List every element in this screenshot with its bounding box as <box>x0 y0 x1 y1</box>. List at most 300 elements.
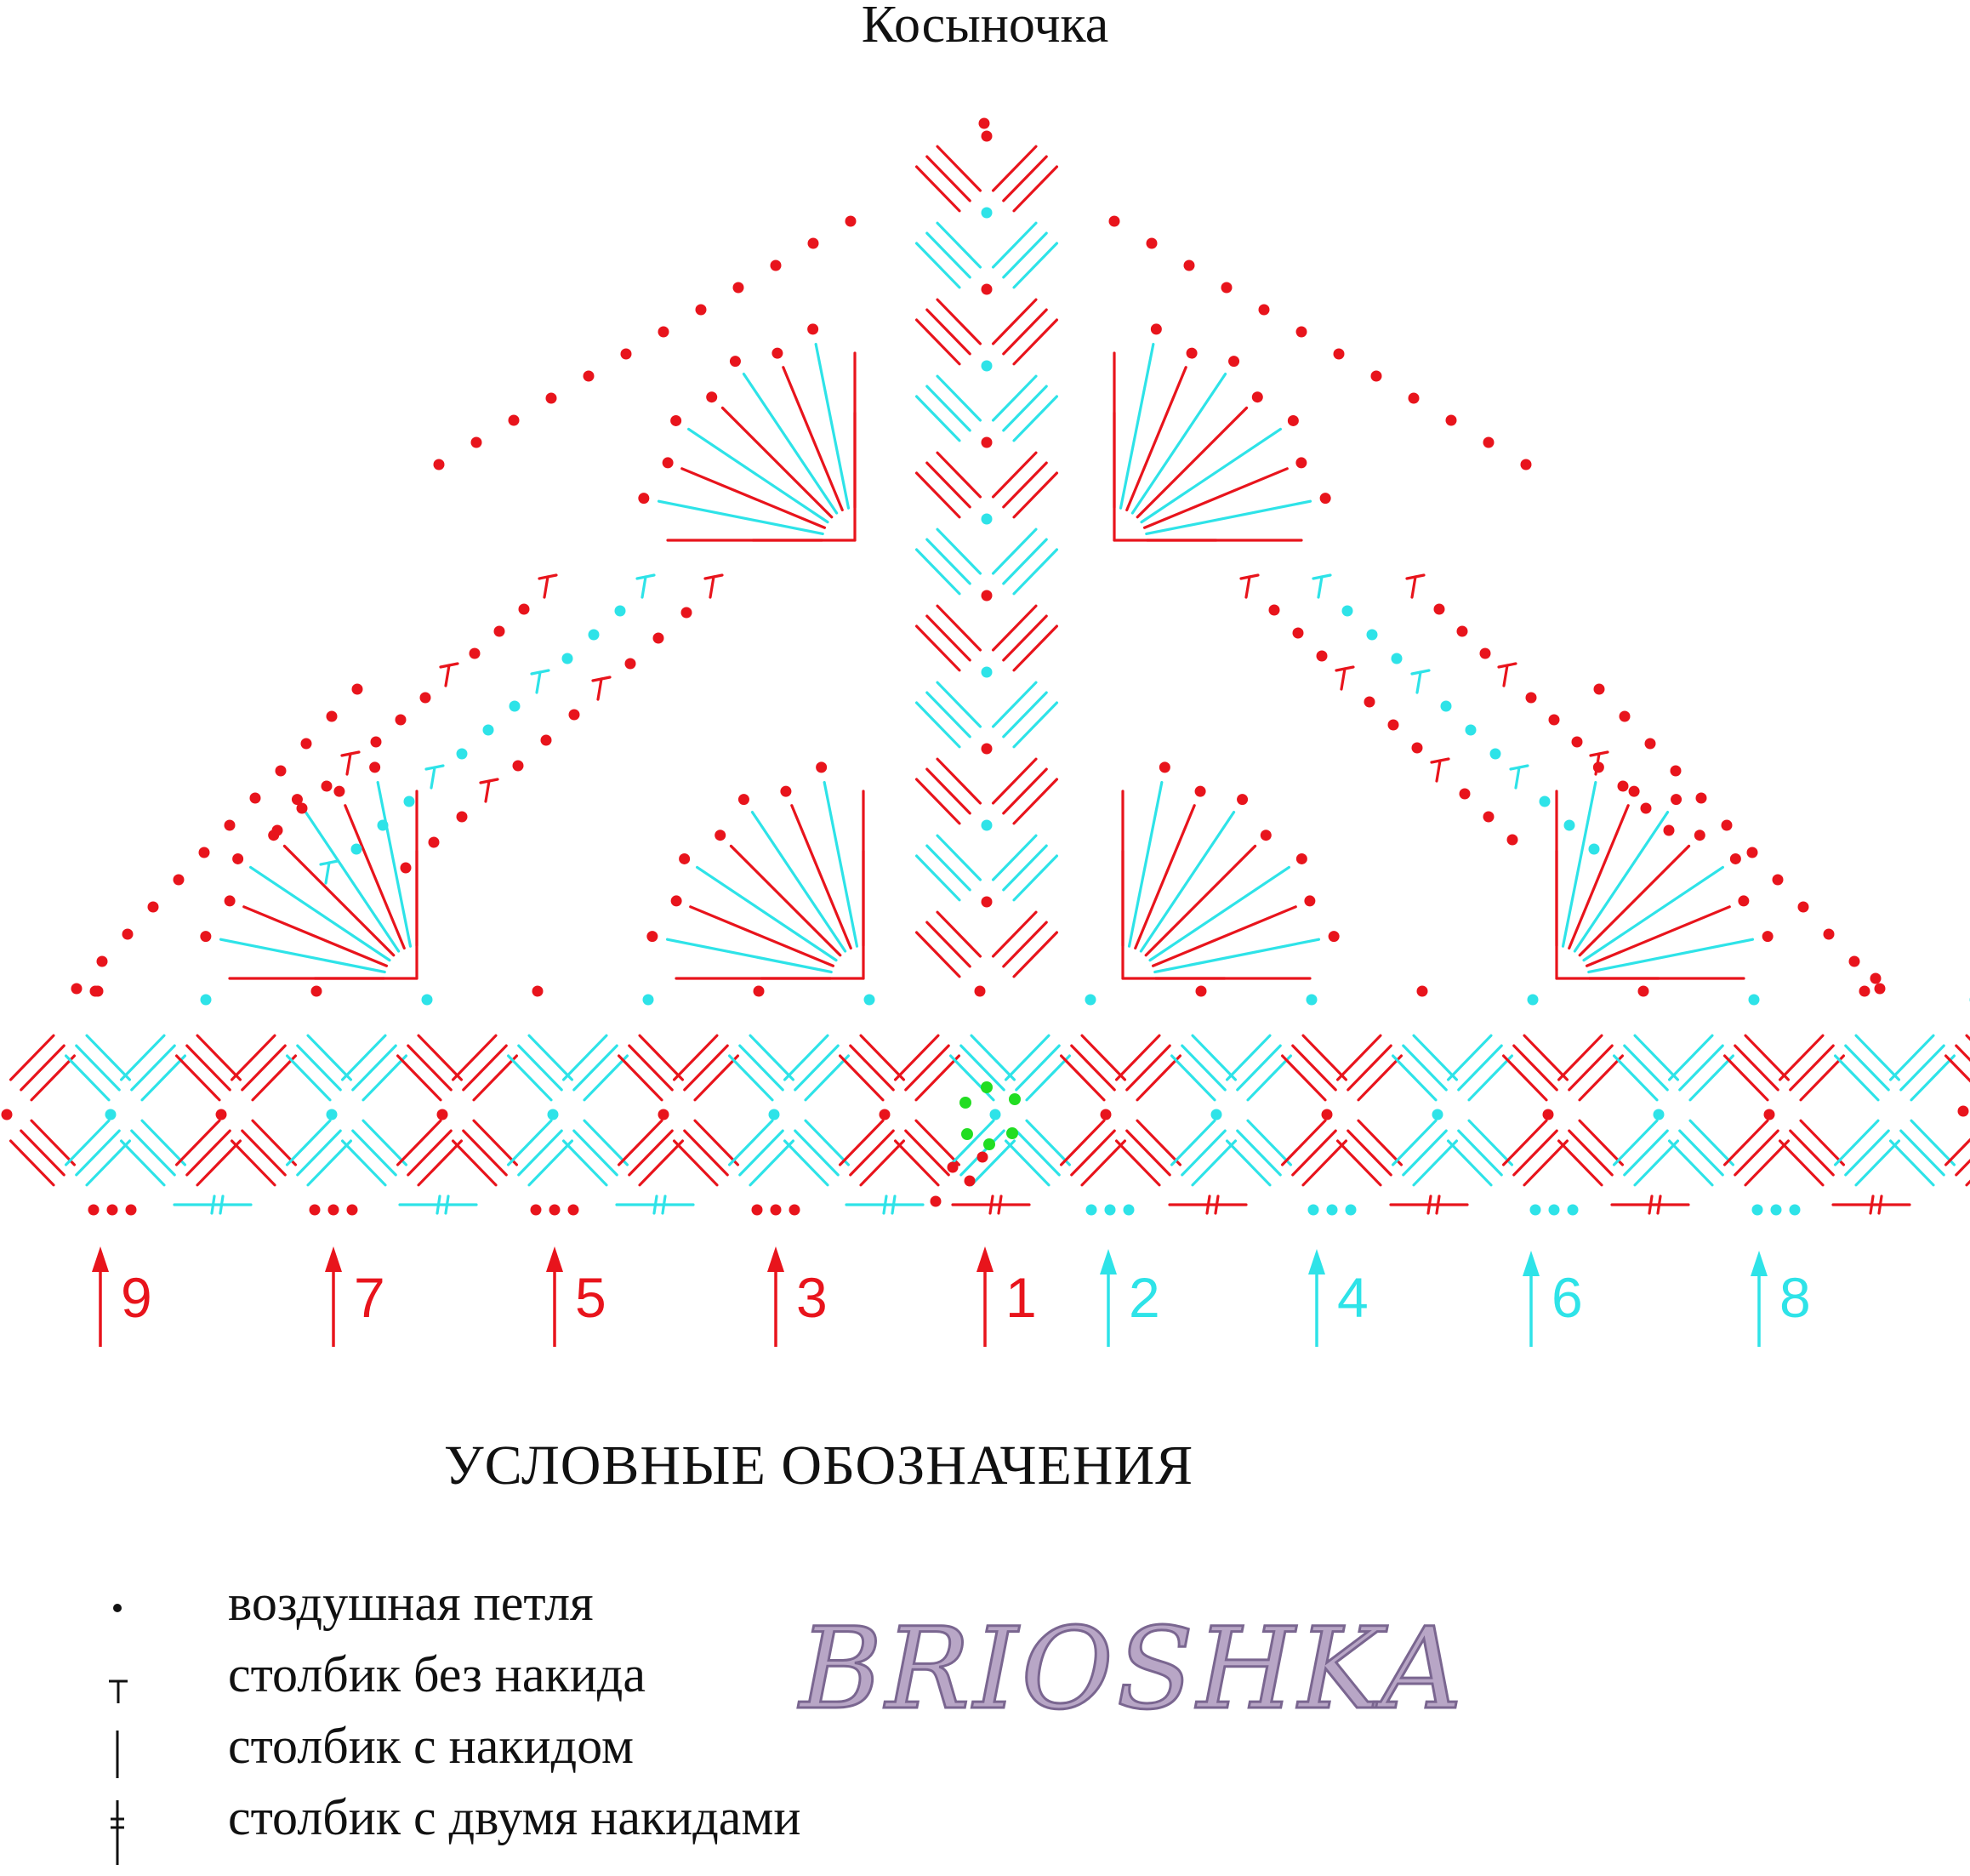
double-crochet-stitch <box>695 1120 737 1165</box>
chain-stitch <box>982 131 993 142</box>
chain-stitch <box>347 1205 358 1216</box>
double-crochet-stitch <box>994 912 1036 956</box>
double-crochet-stitch <box>1901 1046 1944 1090</box>
row-number-label: 1 <box>1005 1266 1037 1329</box>
double-crochet-stitch <box>298 1046 340 1090</box>
double-crochet-stitch <box>21 1046 64 1090</box>
chain-stitch <box>1654 1109 1665 1120</box>
double-crochet-stitch <box>1072 1046 1114 1090</box>
chain-stitch <box>1696 793 1707 804</box>
double-crochet-stitch <box>916 1056 959 1100</box>
chain-stitch <box>1526 693 1537 704</box>
double-crochet-stitch <box>695 1056 737 1100</box>
treble-crochet-stitch <box>1216 1196 1218 1213</box>
double-crochet-stitch <box>1227 1141 1270 1185</box>
double-crochet-stitch <box>1735 1131 1778 1175</box>
double-crochet-stitch <box>519 1131 561 1175</box>
double-crochet-stitch <box>1006 1141 1049 1185</box>
row-arrow-icon <box>1751 1251 1768 1276</box>
chain-stitch <box>1572 737 1583 748</box>
double-crochet-stitch <box>1014 167 1056 211</box>
double-crochet-stitch <box>509 1056 551 1100</box>
row-number-label: 8 <box>1779 1266 1811 1329</box>
single-crochet-stitch <box>1318 577 1322 597</box>
chain-stitch <box>1664 825 1675 836</box>
chain-stitch <box>771 1205 782 1216</box>
chain-stitch <box>2 1109 13 1120</box>
double-crochet-stitch <box>1004 922 1046 967</box>
chain-stitch <box>1346 1205 1357 1216</box>
double-crochet-stitch <box>1006 1035 1049 1080</box>
chain-stitch <box>982 667 993 678</box>
double-crochet-stitch <box>1004 310 1046 354</box>
double-crochet-stitch <box>740 1046 783 1090</box>
chain-stitch <box>396 715 407 726</box>
chain-stitch <box>1293 628 1304 639</box>
double-crochet-stitch <box>1016 1046 1059 1090</box>
chain-stitch <box>1543 1109 1554 1120</box>
chain-stitch <box>1259 305 1270 316</box>
chain-stitch <box>789 1205 800 1216</box>
chain-stitch <box>232 853 243 864</box>
chain-stitch <box>1187 348 1198 359</box>
chain-stitch <box>769 1109 780 1120</box>
double-crochet-stitch <box>1014 703 1056 747</box>
double-crochet-stitch <box>31 1120 74 1165</box>
double-crochet-stitch <box>1780 1035 1823 1080</box>
row-arrow-icon <box>767 1246 784 1272</box>
single-crochet-stitch <box>598 679 601 699</box>
double-crochet-stitch <box>896 1035 938 1080</box>
double-crochet-stitch <box>685 1131 727 1175</box>
chain-stitch <box>531 1205 542 1216</box>
chain-stitch <box>771 348 783 359</box>
chain-stitch <box>730 356 741 367</box>
chain-stitch <box>1342 606 1353 617</box>
chain-stitch <box>1086 1205 1097 1216</box>
double-crochet-stitch <box>851 1046 893 1090</box>
chain-stitch <box>422 995 433 1006</box>
chain-stitch <box>982 820 993 831</box>
chain-stitch <box>93 986 104 997</box>
double-crochet-stitch <box>994 682 1036 727</box>
double-crochet-stitch <box>730 1120 772 1165</box>
double-crochet-stitch <box>840 1056 883 1100</box>
double-crochet-stitch <box>87 1141 129 1185</box>
double-crochet-stitch <box>861 1035 903 1080</box>
row-arrow-icon <box>1523 1251 1540 1276</box>
chain-stitch <box>327 1109 338 1120</box>
chain-stitch <box>1749 995 1760 1006</box>
chain-stitch <box>1762 931 1774 942</box>
double-crochet-stitch <box>951 1056 994 1100</box>
chain-stitch <box>1849 956 1860 967</box>
double-crochet-stitch <box>1193 1035 1235 1080</box>
double-crochet-stitch <box>1459 1046 1501 1090</box>
double-crochet-stitch <box>1016 1131 1059 1175</box>
legend-title: УСЛОВНЫЕ ОБОЗНАЧЕНИЯ <box>443 1434 1194 1497</box>
row-number-label: 2 <box>1129 1266 1160 1329</box>
row-number-label: 7 <box>354 1266 385 1329</box>
chain-stitch <box>1295 457 1307 468</box>
double-crochet-stitch <box>1072 1131 1114 1175</box>
chain-stitch <box>404 796 415 807</box>
chain-stitch <box>1540 796 1551 807</box>
treble-crochet-stitch <box>212 1196 214 1213</box>
chain-stitch <box>1752 1205 1763 1216</box>
chain-stitch <box>1620 711 1631 722</box>
double-crochet-stitch <box>353 1046 396 1090</box>
double-crochet-stitch <box>917 396 959 441</box>
double-crochet-stitch <box>177 1120 219 1165</box>
chain-stitch <box>1388 720 1399 731</box>
double-crochet-stitch <box>806 1120 848 1165</box>
double-crochet-stitch <box>1801 1120 1843 1165</box>
double-crochet-stitch <box>896 1141 938 1185</box>
chain-stitch <box>1528 995 1539 1006</box>
treble-crochet-stitch <box>1428 1196 1431 1213</box>
chain-stitch <box>1441 701 1452 712</box>
double-crochet-stitch <box>629 1131 672 1175</box>
row-arrow-icon <box>976 1246 994 1272</box>
chain-stitch <box>1329 931 1340 942</box>
double-crochet-stitch <box>937 146 980 191</box>
double-crochet-stitch <box>21 1131 64 1175</box>
double-crochet-stitch <box>927 769 970 813</box>
chain-stitch <box>420 693 431 704</box>
double-crochet-stitch <box>1680 1131 1722 1175</box>
double-crochet-stitch <box>1027 1056 1069 1100</box>
chain-stitch <box>105 1109 117 1120</box>
double-crochet-stitch <box>1238 1131 1280 1175</box>
double-crochet-stitch <box>408 1046 451 1090</box>
single-crochet-stitch <box>1437 761 1440 781</box>
double-crochet-stitch <box>917 703 959 747</box>
double-crochet-stitch <box>795 1131 838 1175</box>
double-crochet-stitch <box>574 1046 617 1090</box>
double-crochet-stitch <box>1014 932 1056 977</box>
treble-crochet-stitch <box>220 1196 223 1213</box>
chain-stitch <box>494 626 505 637</box>
chain-stitch <box>982 514 993 525</box>
double-crochet-stitch <box>253 1056 295 1100</box>
double-crochet-stitch <box>66 1056 109 1100</box>
chain-stitch <box>369 761 380 773</box>
double-crochet-stitch <box>937 529 980 573</box>
double-crochet-stitch <box>1891 1141 1933 1185</box>
double-crochet-stitch <box>343 1035 385 1080</box>
chain-stitch <box>1409 393 1420 404</box>
double-crochet-stitch <box>629 1046 672 1090</box>
chain-stitch <box>584 371 595 382</box>
double-crochet-stitch <box>994 223 1036 267</box>
double-crochet-stitch <box>1856 1141 1899 1185</box>
double-crochet-stitch <box>937 453 980 497</box>
double-crochet-stitch <box>1690 1120 1733 1165</box>
row-arrow-icon <box>1308 1249 1325 1274</box>
chain-stitch <box>1875 984 1886 995</box>
chain-stitch <box>1101 1109 1112 1120</box>
chart-title: Косыночка <box>861 0 1109 54</box>
double-crochet-stitch <box>363 1056 406 1100</box>
double-crochet-stitch <box>1745 1141 1788 1185</box>
chain-stitch <box>738 794 749 805</box>
double-crochet-stitch <box>1014 320 1056 364</box>
double-crochet-stitch <box>1014 473 1056 517</box>
chain-stitch <box>216 1109 227 1120</box>
chain-stitch <box>1549 1205 1560 1216</box>
single-crochet-stitch <box>537 672 540 693</box>
chain-stitch <box>982 284 993 295</box>
chain-stitch <box>931 1196 942 1207</box>
chain-stitch <box>643 995 654 1006</box>
chain-stitch <box>510 701 521 712</box>
start-ring-stitch <box>983 1138 995 1150</box>
double-crochet-stitch <box>1670 1035 1712 1080</box>
chain-stitch <box>174 875 185 886</box>
double-crochet-stitch <box>1891 1035 1933 1080</box>
chain-stitch <box>1722 820 1733 831</box>
chain-stitch <box>1296 853 1307 864</box>
double-crochet-stitch <box>1580 1120 1622 1165</box>
start-ring-stitch <box>1009 1093 1021 1105</box>
chain-stitch <box>696 305 707 316</box>
chain-stitch <box>1237 794 1248 805</box>
double-crochet-stitch <box>937 299 980 344</box>
single-crochet-stitch <box>1412 577 1415 597</box>
chain-stitch <box>509 415 520 426</box>
chain-stitch <box>568 1205 579 1216</box>
double-crochet-stitch <box>1014 550 1056 594</box>
double-crochet-stitch <box>408 1131 451 1175</box>
chain-stitch <box>807 323 818 334</box>
double-crochet-stitch <box>1248 1056 1290 1100</box>
chain-stitch <box>1773 875 1784 886</box>
single-crochet-stitch <box>1417 672 1421 693</box>
double-crochet-stitch <box>177 1056 219 1100</box>
single-crochet-stitch <box>347 754 350 774</box>
double-crochet-stitch <box>1524 1035 1567 1080</box>
row-number-label: 5 <box>575 1266 606 1329</box>
double-crochet-stitch <box>917 626 959 670</box>
chain-stitch <box>225 895 236 906</box>
treble-crochet-stitch <box>884 1196 886 1213</box>
chain-stitch <box>483 725 494 736</box>
double-crochet-stitch <box>1127 1046 1170 1090</box>
double-crochet-stitch <box>1670 1141 1712 1185</box>
chain-stitch <box>1730 853 1741 864</box>
double-crochet-stitch <box>971 1035 1014 1080</box>
double-crochet-stitch <box>418 1035 461 1080</box>
chain-stitch <box>1296 327 1307 338</box>
double-crochet-stitch <box>66 1120 109 1165</box>
double-crochet-stitch <box>1614 1056 1657 1100</box>
double-crochet-stitch <box>1172 1120 1215 1165</box>
double-crochet-stitch <box>1004 386 1046 431</box>
double-crochet-stitch <box>418 1141 461 1185</box>
chain-stitch <box>71 984 83 995</box>
chain-stitch <box>1288 415 1299 426</box>
double-crochet-stitch <box>1791 1131 1833 1175</box>
single-crochet-stitch <box>431 767 435 788</box>
double-crochet-stitch <box>994 835 1036 880</box>
double-crochet-stitch <box>1027 1120 1069 1165</box>
double-crochet-stitch <box>917 320 959 364</box>
chain-stitch <box>771 260 782 271</box>
treble-crochet-stitch <box>999 1196 1001 1213</box>
double-crochet-stitch <box>242 1131 285 1175</box>
single-crochet-stitch <box>446 665 449 686</box>
chain-stitch <box>297 803 308 814</box>
chain-stitch <box>541 735 552 746</box>
chain-stitch <box>352 684 363 695</box>
double-crochet-stitch <box>343 1141 385 1185</box>
double-crochet-stitch <box>1238 1046 1280 1090</box>
double-crochet-stitch <box>917 167 959 211</box>
chain-stitch <box>1589 844 1600 855</box>
double-crochet-stitch <box>1911 1120 1954 1165</box>
double-crochet-stitch <box>142 1120 185 1165</box>
chain-stitch <box>1228 356 1239 367</box>
chain-stitch <box>122 929 134 940</box>
double-crochet-stitch <box>464 1046 506 1090</box>
double-crochet-stitch <box>1014 396 1056 441</box>
double-crochet-stitch <box>1004 157 1046 201</box>
double-crochet-stitch <box>564 1141 606 1185</box>
chain-stitch <box>1320 493 1331 504</box>
chain-stitch <box>1124 1205 1135 1216</box>
chain-stitch <box>670 415 681 426</box>
double-crochet-stitch <box>1403 1046 1446 1090</box>
start-ring-stitch <box>959 1097 971 1109</box>
double-crochet-stitch <box>298 1131 340 1175</box>
treble-crochet-stitch <box>654 1196 657 1213</box>
double-crochet-stitch <box>927 846 970 890</box>
chain-stitch <box>1594 684 1605 695</box>
chain-stitch <box>979 118 990 129</box>
double-crochet-stitch <box>1393 1120 1436 1165</box>
double-crochet-stitch <box>1725 1056 1768 1100</box>
chain-stitch <box>1371 371 1382 382</box>
double-crochet-stitch <box>11 1141 54 1185</box>
treble-crochet-icon <box>85 1788 153 1865</box>
double-crochet-stitch <box>1791 1046 1833 1090</box>
chain-stitch <box>1645 738 1656 750</box>
chain-stitch <box>333 786 344 797</box>
chain-stitch <box>1184 260 1195 271</box>
chain-stitch <box>97 956 108 967</box>
double-crochet-stitch <box>1625 1131 1667 1175</box>
chain-stitch <box>625 659 636 670</box>
double-crochet-stitch <box>142 1056 185 1100</box>
double-crochet-stitch <box>937 682 980 727</box>
double-crochet-stitch <box>906 1046 948 1090</box>
chain-stitch <box>1490 749 1501 760</box>
chain-stitch <box>752 1205 763 1216</box>
double-crochet-icon <box>85 1717 153 1793</box>
double-crochet-stitch <box>1836 1056 1878 1100</box>
chain-stitch <box>1870 973 1882 984</box>
double-crochet-stitch <box>1625 1046 1667 1090</box>
double-crochet-stitch <box>584 1056 627 1100</box>
double-crochet-stitch <box>232 1035 275 1080</box>
single-crochet-stitch <box>1341 669 1345 689</box>
chain-stitch <box>679 853 690 864</box>
chain-stitch <box>1466 725 1477 736</box>
double-crochet-stitch <box>1248 1120 1290 1165</box>
double-crochet-stitch <box>1062 1056 1104 1100</box>
double-crochet-stitch <box>840 1120 883 1165</box>
double-crochet-stitch <box>187 1131 230 1175</box>
brioshka-watermark: BRIOSHKA <box>800 1604 1466 1735</box>
double-crochet-stitch <box>197 1035 240 1080</box>
double-crochet-stitch <box>640 1035 682 1080</box>
chain-stitch <box>1105 1205 1116 1216</box>
treble-crochet-stitch <box>1649 1196 1652 1213</box>
chain-stitch <box>1147 238 1158 249</box>
chain-stitch <box>982 897 993 908</box>
chain-stitch <box>653 633 664 644</box>
double-crochet-stitch <box>1569 1131 1612 1175</box>
double-crochet-stitch <box>308 1141 350 1185</box>
double-crochet-stitch <box>1469 1120 1512 1165</box>
double-crochet-stitch <box>122 1141 164 1185</box>
chain-stitch <box>1629 786 1640 797</box>
double-crochet-stitch <box>1227 1035 1270 1080</box>
double-crochet-stitch <box>1358 1120 1401 1165</box>
chain-stitch <box>706 391 717 402</box>
chain-stitch <box>1530 1205 1541 1216</box>
double-crochet-stitch <box>917 932 959 977</box>
legend-item-label: столбик с накидом <box>228 1718 634 1774</box>
legend-item-label: столбик с двумя накидами <box>228 1789 801 1845</box>
double-crochet-stitch <box>937 376 980 420</box>
double-crochet-stitch <box>1745 1035 1788 1080</box>
start-ring-stitch <box>1006 1127 1018 1139</box>
double-crochet-stitch <box>574 1131 617 1175</box>
double-crochet-stitch <box>994 759 1036 803</box>
double-crochet-stitch <box>1004 616 1046 660</box>
single-crochet-icon <box>85 1645 153 1722</box>
double-crochet-stitch <box>1735 1046 1778 1090</box>
treble-crochet-stitch <box>1879 1196 1882 1213</box>
double-crochet-stitch <box>994 606 1036 650</box>
double-crochet-stitch <box>785 1035 828 1080</box>
chain-stitch <box>1618 781 1629 792</box>
double-crochet-stitch <box>1414 1035 1456 1080</box>
start-ring-stitch <box>961 1128 973 1140</box>
double-crochet-stitch <box>1690 1056 1733 1100</box>
double-crochet-stitch <box>1283 1120 1325 1165</box>
chain-stitch <box>1151 323 1162 334</box>
double-crochet-stitch <box>1193 1141 1235 1185</box>
double-crochet-stitch <box>1338 1141 1381 1185</box>
double-crochet-stitch <box>398 1056 441 1100</box>
chain-stitch <box>519 604 530 615</box>
single-crochet-stitch <box>326 863 329 883</box>
double-crochet-stitch <box>740 1131 783 1175</box>
chain-stitch <box>658 1109 669 1120</box>
double-crochet-stitch <box>1514 1131 1557 1175</box>
chain-stitch <box>457 749 468 760</box>
chain-stitch <box>1958 1106 1969 1117</box>
double-crochet-stitch <box>1348 1046 1391 1090</box>
chain-stitch <box>200 931 211 942</box>
double-crochet-stitch <box>1137 1056 1180 1100</box>
double-crochet-stitch <box>619 1120 662 1165</box>
double-crochet-stitch <box>1004 769 1046 813</box>
chain-stitch <box>1322 1109 1333 1120</box>
